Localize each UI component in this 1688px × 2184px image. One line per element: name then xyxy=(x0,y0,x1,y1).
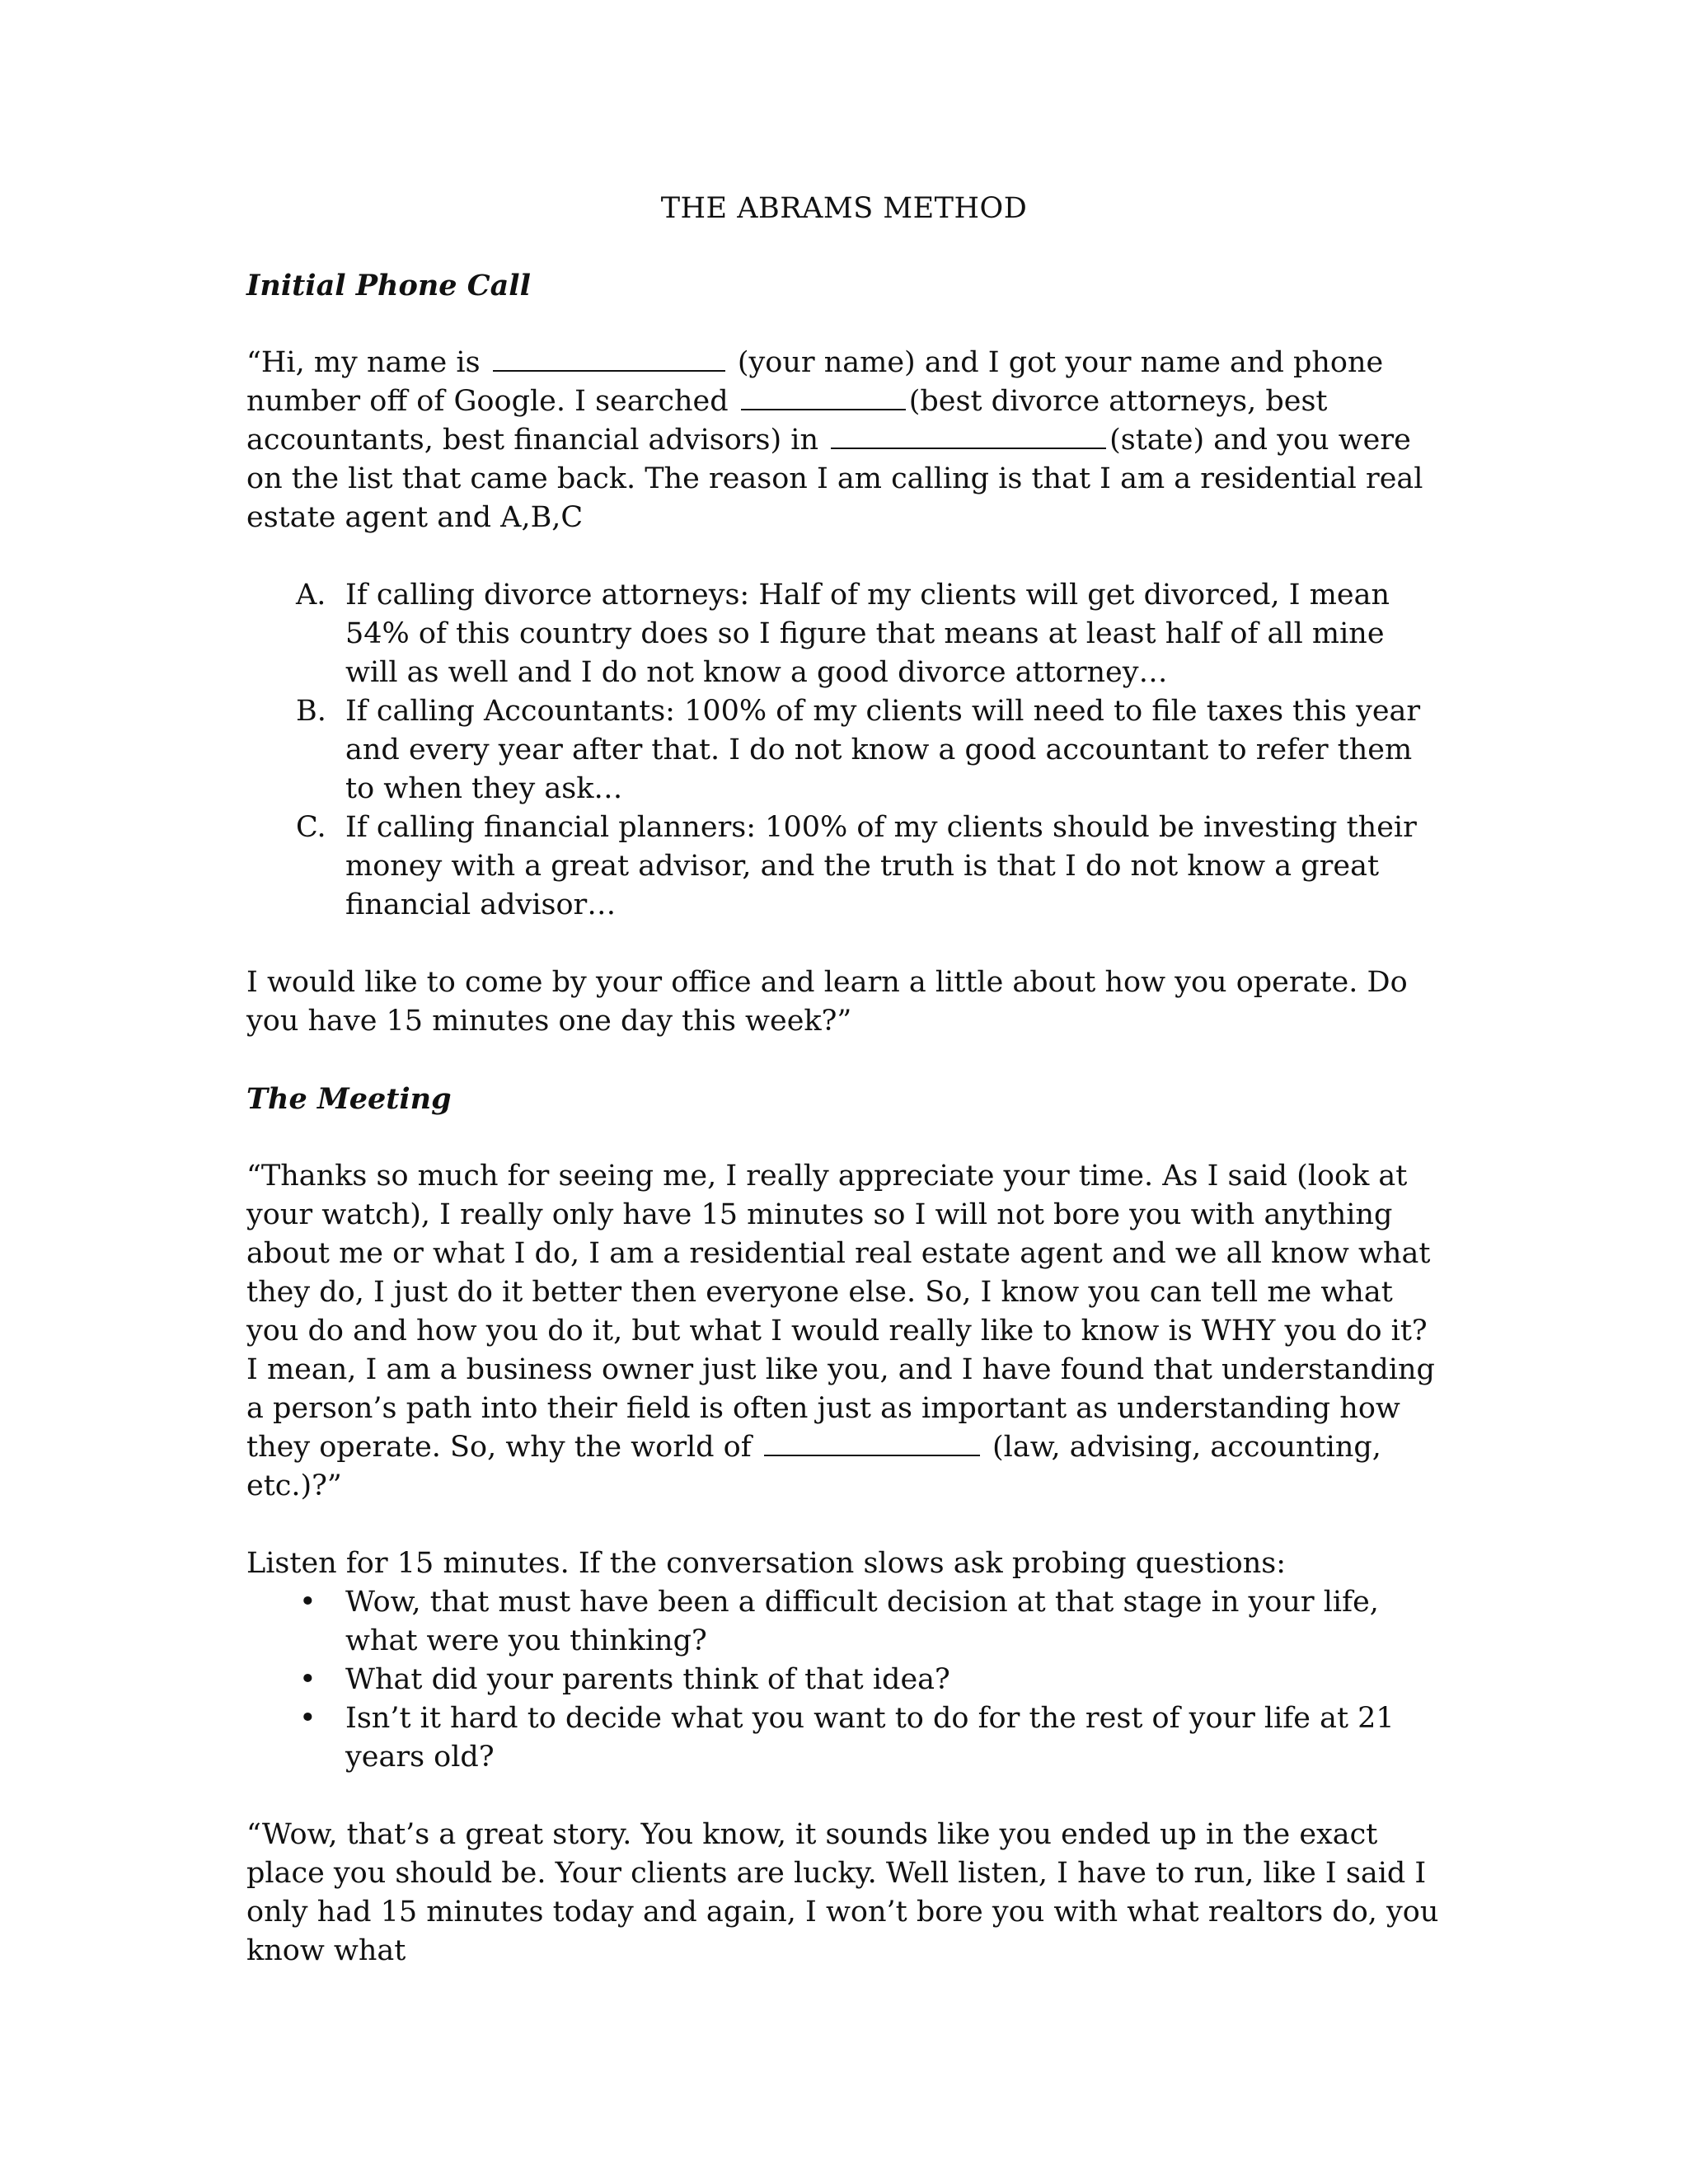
speech-text-2: (law, advising, accounting, etc.)?” xyxy=(246,1431,1381,1502)
intro-text-1: “Hi, my name is xyxy=(246,346,481,379)
phone-call-intro-paragraph xyxy=(246,344,1442,537)
listen-instruction: Listen for 15 minutes. If the conversation slows ask probing questions: xyxy=(246,1547,1287,1580)
state-blank xyxy=(831,421,1106,449)
document-page xyxy=(246,190,1442,2009)
probing-questions-list xyxy=(246,1583,1442,1777)
meeting-speech-paragraph xyxy=(246,1157,1442,1506)
section-heading-the-meeting: The Meeting xyxy=(246,1082,452,1116)
list-item-text: If calling divorce attorneys: Half of my clients will get divorced, I mean 54% of this country does so I figure that means at least half of all mine will as well and I do not know a good divorce attorney… xyxy=(345,579,1390,689)
intro-text-2: (your name) and I got your name and phone number off of Google. I searched xyxy=(246,346,1384,418)
list-marker: C. xyxy=(296,811,326,844)
speech-text-1: “Thanks so much for seeing me, I really appreciate your time. As I said (look at your watch), I really only have 15 minutes so I will not bore you with anything about me or what I do, I am a residential real estate agent and we all know what they do, I just do it better then everyone else. So, I know you can tell me what you do and how you do it, but what I would really like to know is WHY you do it? I mean, I am a business owner just like you, and I have found that understanding a person’s path into their field is often just as important as understanding how they operate. So, why the world of xyxy=(246,1160,1435,1464)
list-marker: A. xyxy=(296,579,326,612)
list-item-text: Isn’t it hard to decide what you want to do for the rest of your life at 21 years old? xyxy=(345,1702,1395,1774)
list-item xyxy=(246,808,1442,925)
list-item-text: Wow, that must have been a difficult decision at that stage in your life, what were you thinking? xyxy=(345,1586,1379,1657)
bullet-icon: • xyxy=(299,1663,316,1696)
document-title: THE ABRAMS METHOD xyxy=(660,192,1028,225)
list-item-text: If calling Accountants: 100% of my clients will need to file taxes this year and every year after that. I do not know a good accountant to refer them to when they ask… xyxy=(345,695,1421,805)
list-item-text: What did your parents think of that idea? xyxy=(345,1663,950,1696)
intro-text-4: (state) and you were on the list that came back. The reason I am calling is that I am a residential real estate agent and A,B,C xyxy=(246,424,1423,534)
list-item xyxy=(246,1699,1442,1777)
intro-text-3: (best divorce attorneys, best accountants, best financial advisors) in xyxy=(246,385,1328,457)
calling-options-list xyxy=(246,576,1442,925)
bullet-icon: • xyxy=(299,1702,316,1735)
list-item xyxy=(246,576,1442,692)
list-item xyxy=(246,1661,1442,1699)
list-item xyxy=(246,692,1442,808)
phone-call-closing-paragraph: I would like to come by your office and learn a little about how you operate. Do you have 15 minutes one day this week?” xyxy=(246,966,1408,1038)
wrap-up-paragraph: “Wow, that’s a great story. You know, it sounds like you ended up in the exact place you should be. Your clients are lucky. Well listen, I have to run, like I said I only had 15 minutes today and again, I won’t bore you with what realtors do, you know what xyxy=(246,1818,1439,1967)
search-term-blank xyxy=(741,382,906,410)
section-heading-initial-phone-call: Initial Phone Call xyxy=(246,269,531,302)
list-item-text: If calling financial planners: 100% of my clients should be investing their money with a great advisor, and the truth is that I do not know a great financial advisor… xyxy=(345,811,1417,921)
list-marker: B. xyxy=(296,695,326,728)
bullet-icon: • xyxy=(299,1586,316,1619)
list-item xyxy=(246,1583,1442,1661)
your-name-blank xyxy=(493,344,725,372)
field-blank xyxy=(764,1428,980,1456)
